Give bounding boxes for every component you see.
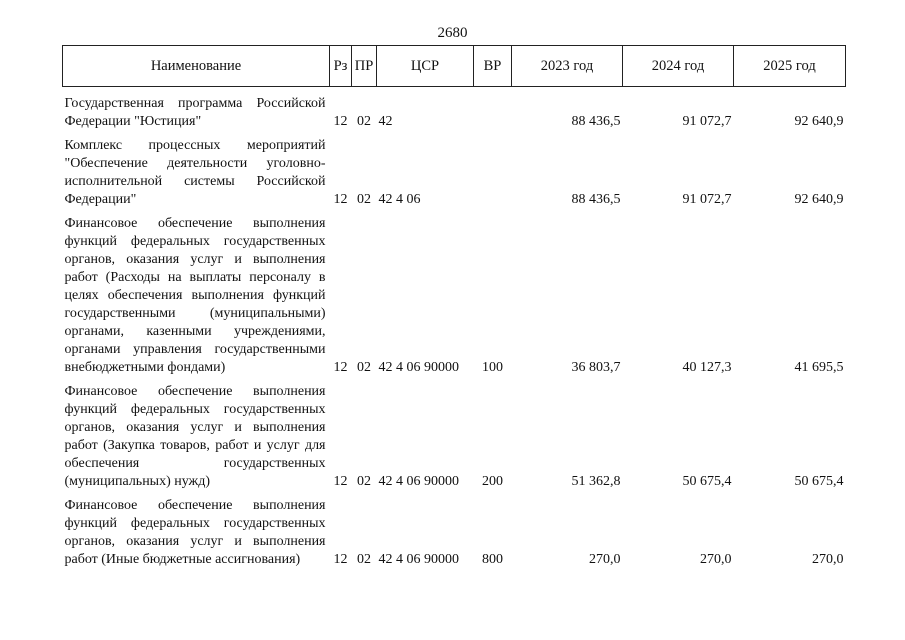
row-vr: 800: [482, 552, 503, 567]
header-name: Наименование: [63, 46, 330, 87]
row-2023: 36 803,7: [571, 360, 621, 375]
row-vr: [474, 137, 512, 215]
table-row: [63, 497, 846, 575]
row-pr: 02: [357, 360, 371, 375]
header-pr: ПР: [352, 46, 377, 87]
page-number: 2680: [437, 25, 468, 41]
row-vr: 200: [482, 474, 503, 489]
table-row: [63, 215, 846, 383]
row-2023: 88 436,5: [571, 192, 621, 207]
row-name: Финансовое обеспечение выполнения функций федеральных государственных органов, оказания услуг и выполнения работ (Закупка товаров, работ и услуг для обеспечения государственных (муниципальных) нужд): [64, 384, 326, 489]
row-csr: 42 4 06: [378, 192, 421, 207]
row-csr: 42 4 06 90000: [378, 474, 459, 489]
row-2023: 270,0: [589, 552, 621, 567]
header-vr: ВР: [474, 46, 512, 87]
row-rz: 12: [333, 192, 348, 207]
header-2024: 2024 год: [623, 46, 734, 87]
row-vr: [474, 95, 512, 137]
row-name: Финансовое обеспечение выполнения функций федеральных государственных органов, оказания услуг и выполнения работ (Иные бюджетные ассигнования): [64, 498, 326, 567]
row-rz: 12: [333, 474, 348, 489]
row-pr: 02: [357, 114, 371, 129]
row-2025: 92 640,9: [794, 114, 844, 129]
row-2025: 92 640,9: [794, 192, 844, 207]
row-name: Комплекс процессных мероприятий "Обеспечение деятельности уголовно-исполнительной системы Российской Федерации": [64, 138, 326, 207]
table-body: [63, 87, 846, 576]
row-2025: 41 695,5: [794, 360, 844, 375]
row-pr: 02: [357, 552, 371, 567]
row-csr: 42: [378, 114, 393, 129]
row-2024: 40 127,3: [682, 360, 732, 375]
header-2025: 2025 год: [734, 46, 846, 87]
row-rz: 12: [333, 360, 348, 375]
row-pr: 02: [357, 192, 371, 207]
row-2024: 91 072,7: [682, 192, 732, 207]
table-row: [63, 137, 846, 215]
row-2025: 50 675,4: [794, 474, 844, 489]
row-csr: 42 4 06 90000: [378, 360, 459, 375]
header-rz: Рз: [330, 46, 352, 87]
table-row: [63, 383, 846, 497]
row-name: Государственная программа Российской Федерации "Юстиция": [64, 96, 326, 129]
row-2025: 270,0: [812, 552, 844, 567]
row-2024: 270,0: [700, 552, 732, 567]
row-2024: 91 072,7: [682, 114, 732, 129]
row-rz: 12: [333, 552, 348, 567]
row-2024: 50 675,4: [682, 474, 732, 489]
row-2023: 51 362,8: [571, 474, 621, 489]
header-2023: 2023 год: [512, 46, 623, 87]
table-header: [63, 46, 846, 87]
budget-table: [62, 45, 846, 575]
row-vr: 100: [482, 360, 503, 375]
row-rz: 12: [333, 114, 348, 129]
table-row: [63, 95, 846, 137]
row-2023: 88 436,5: [571, 114, 621, 129]
row-name: Финансовое обеспечение выполнения функций федеральных государственных органов, оказания услуг и выполнения работ (Расходы на выплаты персоналу в целях обеспечения выполнения функций государственными (муниципальными) органами, казенными учреждениями, органами управления государственными внебюджетными фондами): [64, 216, 326, 375]
header-csr: ЦСР: [377, 46, 474, 87]
row-pr: 02: [357, 474, 371, 489]
row-csr: 42 4 06 90000: [378, 552, 459, 567]
